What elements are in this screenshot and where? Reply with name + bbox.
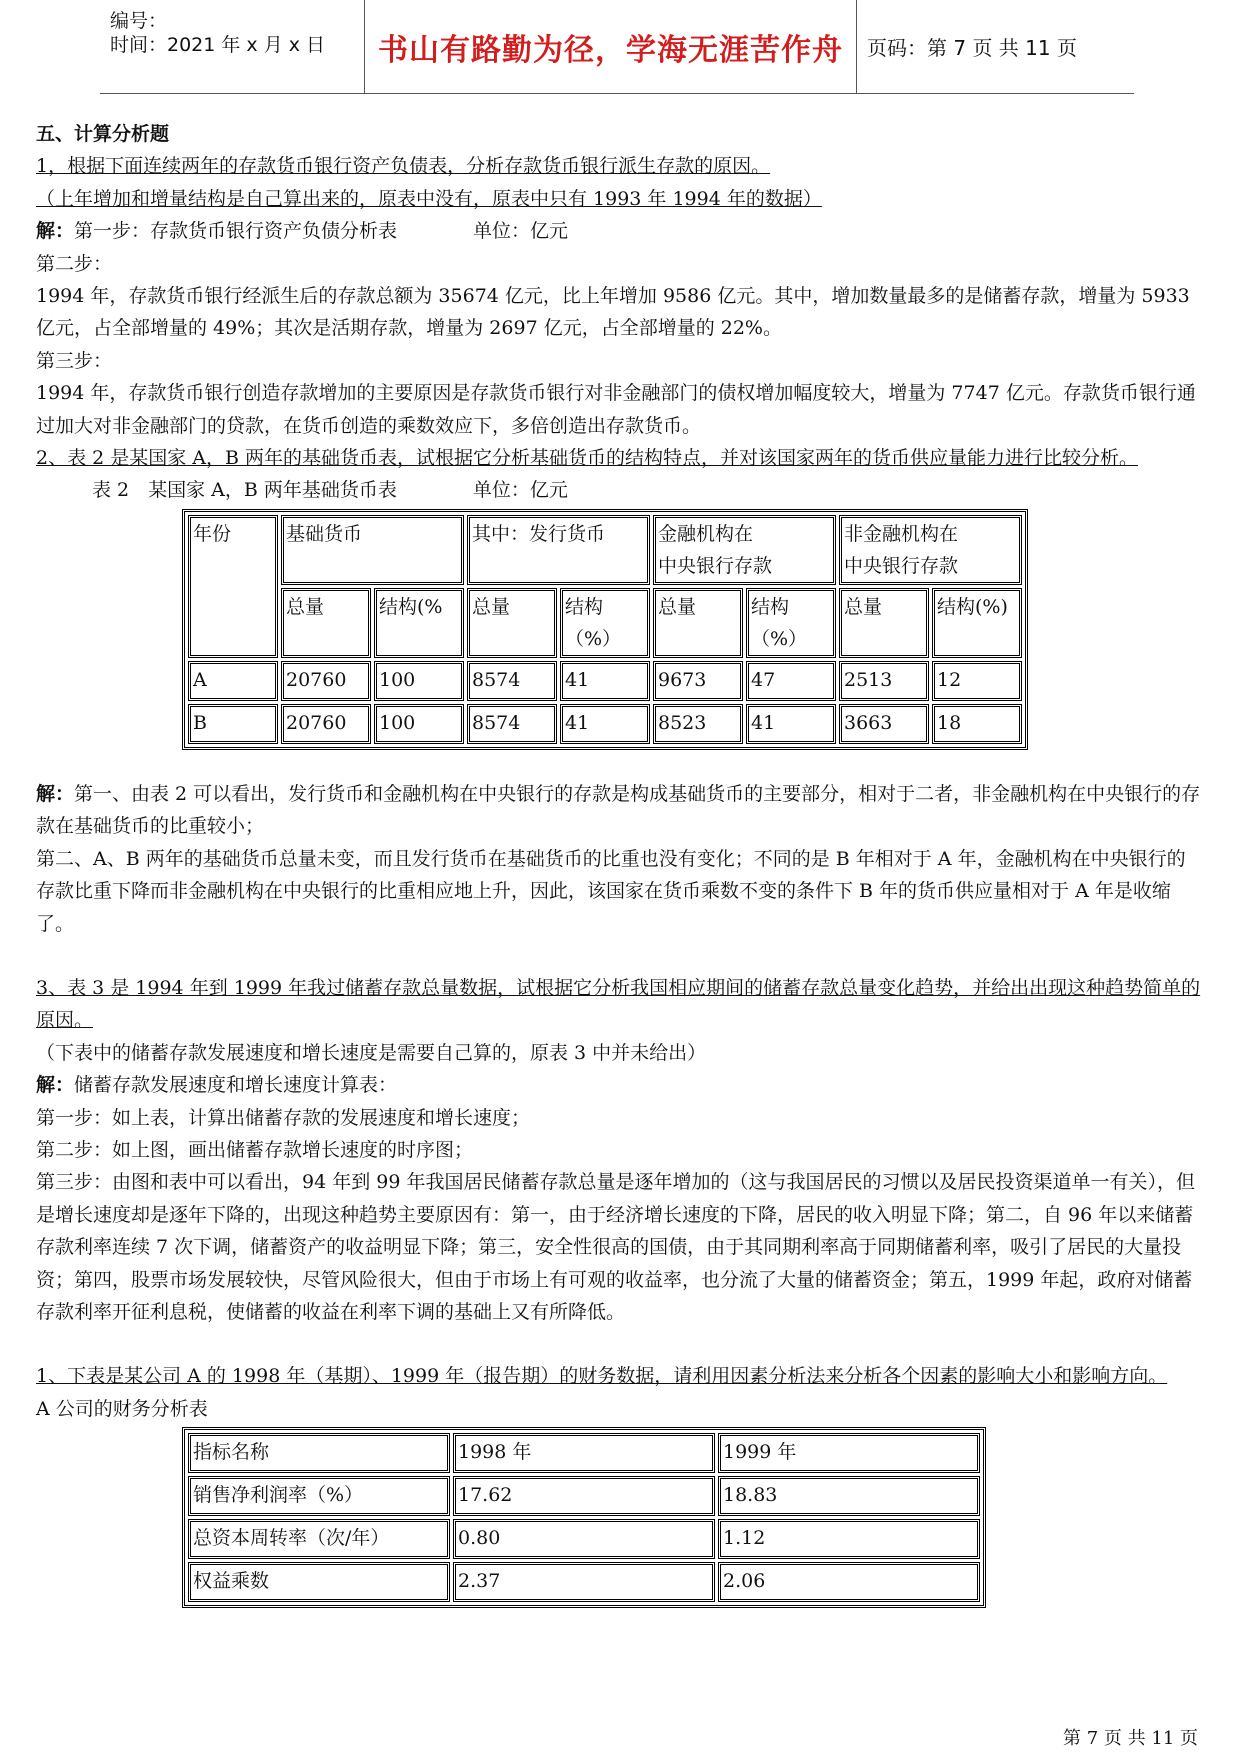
page-header [100,0,1134,94]
section-title: 五、计算分析题 [36,123,170,145]
table-cell: 2513 [839,661,929,701]
table-row [188,1562,980,1602]
table-subheader-row [188,588,1022,658]
page-footer: 第 7 页 共 11 页 [1063,1728,1198,1749]
answer-3-step2: 第二步：如上图，画出储蓄存款增长速度的时序图； [36,1138,474,1161]
table-2 [182,509,1028,750]
page-label: 页码：第 7 页 共 11 页 [867,36,1077,60]
table-3 [182,1427,986,1608]
document-body [36,118,1202,1608]
time-label: 时间：2021 年 x 月 x 日 [110,34,326,56]
table-cell: 12 [932,661,1022,701]
number-label: 编号： [110,10,168,32]
table-header-cell: 1999 年 [718,1433,980,1473]
table-header-cell: 金融机构在 中央银行存款 [653,515,836,585]
answer-1-step2: 1994 年，存款货币银行经派生后的存款总额为 35674 亿元，比上年增加 9586 亿元。其中，增加数量最多的是储蓄存款，增量为 5933 亿元，占全部增量的 49%；其次是活期存款，增量为 2697 亿元，占全部增量的 22%。 [36,285,1190,340]
table-header-cell: 总量 [281,588,371,658]
table-cell: 8574 [467,661,557,701]
table2-caption: 表 2 某国家 A，B 两年基础货币表 单位：亿元 [92,479,568,502]
table-header-cell: 1998 年 [453,1433,715,1473]
answer-3-step1: 第一步：如上表，计算出储蓄存款的发展速度和增长速度； [36,1106,531,1129]
answer-1-step1-text: 第一步：存款货币银行资产负债分析表 单位：亿元 [74,220,569,243]
question-4: 1、下表是某公司 A 的 1998 年（基期）、1999 年（报告期）的财务数据，请利用因素分析法来分析各个因素的影响大小和影响方向。 [36,1365,1168,1388]
table-cell: 41 [560,704,650,744]
header-page-cell [857,0,1134,94]
table-row [188,704,1022,744]
table-header-cell: 非金融机构在 中央银行存款 [839,515,1022,585]
question-2: 2、表 2 是某国家 A，B 两年的基础货币表，试根据它分析基础货币的结构特点，并对该国家两年的货币供应量能力进行比较分析。 [36,447,1139,470]
answer-2-p1 [36,778,1202,843]
table-cell: 2.37 [453,1562,715,1602]
question-1: 1，根据下面连续两年的存款货币银行资产负债表，分析存款货币银行派生存款的原因。 [36,155,771,178]
table-header-cell: 总量 [467,588,557,658]
question-3-note: （下表中的储蓄存款发展速度和增长速度是需要自己算的，原表 3 中并未给出） [36,1041,707,1064]
table3-caption: A 公司的财务分析表 [36,1397,208,1420]
table-cell: 100 [374,661,464,701]
table-header-cell: 其中：发行货币 [467,515,650,585]
table-header-cell: 结构（%） [746,588,836,658]
table-cell: 8574 [467,704,557,744]
answer-2-p1-text: 第一、由表 2 可以看出，发行货币和金融机构在中央银行的存款是构成基础货币的主要部分，相对于二者，非金融机构在中央银行的存款在基础货币的比重较小； [36,782,1201,838]
motto: 书山有路勤为径，学海无涯苦作舟 [378,32,843,68]
table-header-cell: 结构（%） [560,588,650,658]
answer-2-p2: 第二、A、B 两年的基础货币总量未变，而且发行货币在基础货币的比重也没有变化；不同的是 B 年相对于 A 年，金融机构在中央银行的存款比重下降而非金融机构在中央银行的比重相应地上升，因此，该国家在货币乘数不变的条件下 B 年的货币供应量相对于 A 年是收缩了。 [36,847,1186,935]
answer-3-line-text: 储蓄存款发展速度和增长速度计算表： [74,1074,398,1097]
answer-label: 解： [36,220,75,243]
table-cell: 8523 [653,704,743,744]
table-cell: 20760 [281,661,371,701]
table-header-cell: 基础货币 [281,515,464,585]
table-cell: 1.12 [718,1519,980,1559]
table-cell: 18.83 [718,1476,980,1516]
table-row [188,1476,980,1516]
table-cell: 3663 [839,704,929,744]
table-cell: 18 [932,704,1022,744]
answer-label: 解： [36,1074,75,1097]
table-cell: A [188,661,278,701]
answer-1-step3-label: 第三步： [36,349,113,372]
answer-1-step2-label: 第二步： [36,252,113,275]
table-cell: 41 [560,661,650,701]
answer-1-step3: 1994 年，存款货币银行创造存款增加的主要原因是存款货币银行对非金融部门的债权增加幅度较大，增量为 7747 亿元。存款货币银行通过加大对非金融部门的贷款，在货币创造的乘数效应下，多倍创造出存款货币。 [36,382,1196,437]
answer-1-step1 [36,215,1202,247]
table-cell: 0.80 [453,1519,715,1559]
table-cell: 47 [746,661,836,701]
answer-3-step3: 第三步：由图和表中可以看出，94 年到 99 年我国居民储蓄存款总量是逐年增加的（这与我国居民的习惯以及居民投资渠道单一有关），但是增长速度却是逐年下降的，出现这种趋势主要原因有：第一，由于经济增长速度的下降，居民的收入明显下降；第二，自 96 年以来储蓄存款利率连续 7 次下调，储蓄资产的收益明显下降；第三，安全性很高的国债，由于其同期利率高于同期储蓄利率，吸引了居民的大量投资；第四，股票市场发展较快，尽管风险很大，但由于市场上有可观的收益率，也分流了大量的储蓄资金；第五，1999 年起，政府对储蓄存款利率开征利息税，使储蓄的收益在利率下调的基础上又有所降低。 [36,1171,1195,1323]
table-cell: 41 [746,704,836,744]
table-header-cell: 结构(%) [932,588,1022,658]
table-cell: 总资本周转率（次/年） [188,1519,450,1559]
table-header-row [188,1433,980,1473]
table-cell: 2.06 [718,1562,980,1602]
question-1-note: （上年增加和增量结构是自己算出来的，原表中没有，原表中只有 1993 年 1994 年的数据） [36,187,822,210]
answer-label: 解： [36,782,75,805]
table-cell: 17.62 [453,1476,715,1516]
answer-3-line [36,1069,1202,1101]
table-cell: B [188,704,278,744]
header-motto-cell [364,0,857,94]
table-header-cell: 结构(% [374,588,464,658]
table-cell: 100 [374,704,464,744]
table-header-cell: 总量 [839,588,929,658]
table-cell: 销售净利润率（%） [188,1476,450,1516]
table-row [188,1519,980,1559]
question-3: 3、表 3 是 1994 年到 1999 年我过储蓄存款总量数据，试根据它分析我国相应期间的储蓄存款总量变化趋势，并给出出现这种趋势简单的原因。 [36,976,1201,1032]
table-cell: 权益乘数 [188,1562,450,1602]
table-header-row [188,515,1022,585]
table-header-cell: 年份 [188,515,278,658]
table-header-cell: 指标名称 [188,1433,450,1473]
table-header-cell: 总量 [653,588,743,658]
table-row [188,661,1022,701]
header-info-cell [100,0,364,94]
table-cell: 20760 [281,704,371,744]
table-cell: 9673 [653,661,743,701]
